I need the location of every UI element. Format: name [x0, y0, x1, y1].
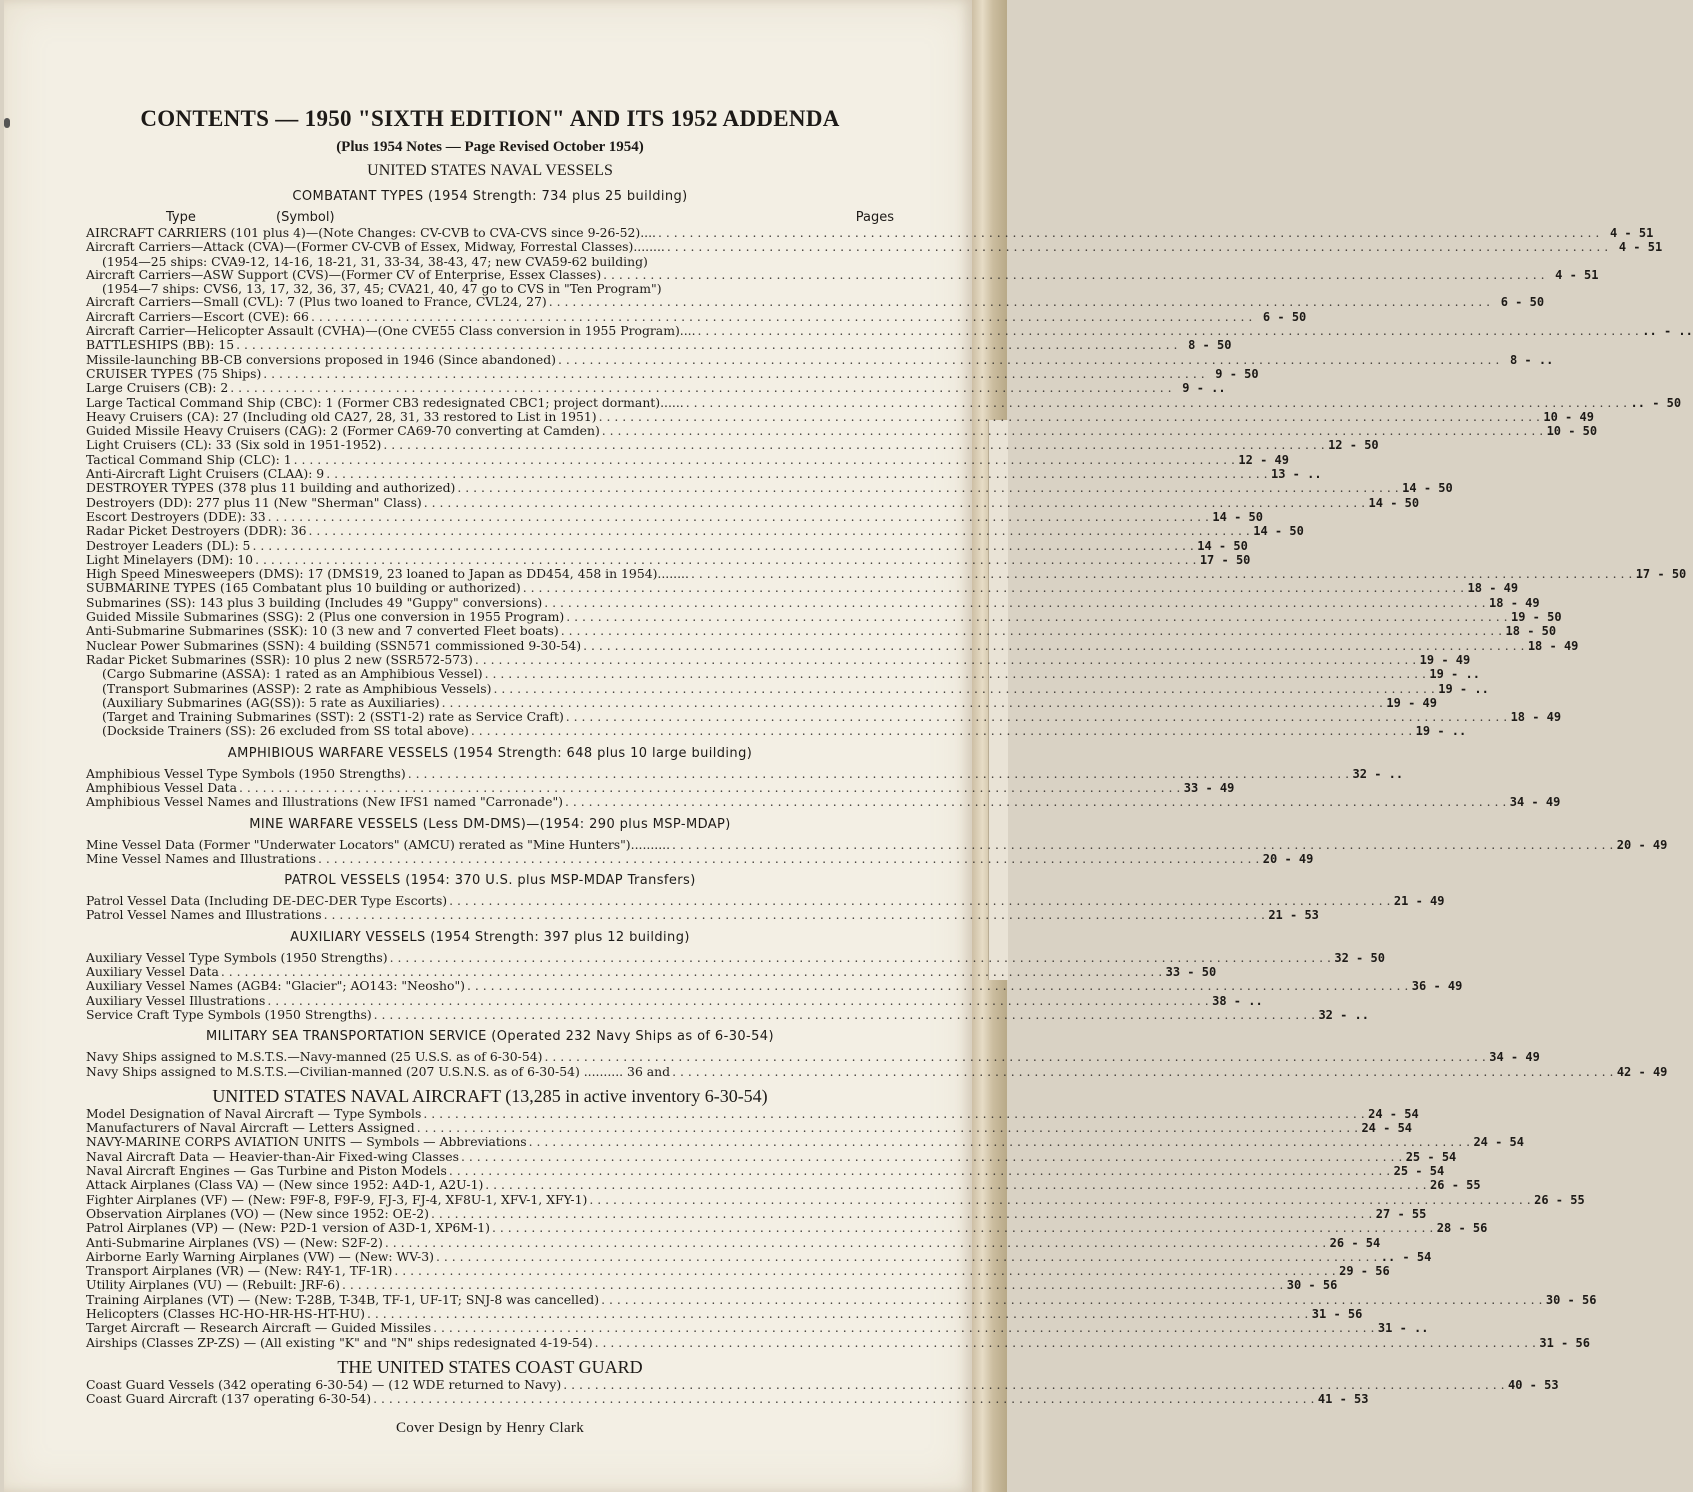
leader-dots [467, 979, 1408, 992]
toc-entry [86, 580, 1519, 596]
toc-entry [86, 1191, 1585, 1207]
toc-entry-pages: .. - .. [1642, 324, 1693, 339]
toc-entry-pages: 26 - 55 [1430, 1178, 1481, 1193]
toc-entry-label: Navy Ships assigned to M.S.T.S.—Navy-manned (25 U.S.S. as of 6-30-54) [86, 1049, 543, 1065]
toc-entry-pages: 4 - 51 [1555, 267, 1599, 282]
toc-entry-pages: 9 - 50 [1215, 366, 1259, 381]
column-headers [86, 210, 894, 226]
leader-dots [544, 596, 1485, 609]
toc-entry-label: Auxiliary Vessel Illustrations [86, 992, 266, 1008]
toc-entry [86, 978, 1463, 994]
auxiliary-list [86, 949, 1463, 1022]
toc-entry-label: Aircraft Carriers—Attack (CVA)—(Former CV-CVB of Essex, Midway, Forrestal Classes)........ [86, 239, 665, 255]
toc-entry-label: NAVY-MARINE CORPS AVIATION UNITS — Symbols — Abbreviations [86, 1134, 527, 1150]
leader-dots [529, 1135, 1470, 1148]
toc-entry-label: (Target and Training Submarines (SST): 2 (SST1-2) rate as Service Craft) [102, 709, 564, 725]
toc-entry-label: (1954—25 ships: CVA9-12, 14-16, 18-21, 31, 33-34, 38-43, 47; new CVA59-62 building) [102, 253, 648, 269]
leader-dots [589, 1193, 1530, 1206]
toc-entry-pages: 21 - 53 [1268, 908, 1319, 923]
toc-entry-label: Aircraft Carrier—Helicopter Assault (CVHA)—(One CVE55 Class conversion in 1955 Program).... [86, 323, 696, 339]
leader-dots [373, 1392, 1314, 1405]
toc-entry-label: SUBMARINE TYPES (165 Combatant plus 10 building or authorized) [86, 580, 521, 596]
leader-dots [311, 310, 1252, 323]
amphibious-list [86, 765, 1561, 810]
toc-entry-pages: 31 - 56 [1539, 1335, 1590, 1350]
toc-entry-pages: 18 - 49 [1510, 710, 1562, 725]
toc-entry-label: Amphibious Vessel Names and Illustrations (New IFS1 named "Carronade") [86, 794, 563, 810]
toc-entry-label: Auxiliary Vessel Type Symbols (1950 Strengths) [86, 949, 388, 965]
leader-dots [374, 1008, 1315, 1021]
leader-dots [558, 353, 1499, 366]
leader-dots [583, 639, 1524, 652]
leader-dots [252, 539, 1193, 552]
toc-entry [86, 1248, 1432, 1264]
leader-dots [672, 1065, 1613, 1078]
toc-entry-pages: 32 - .. [1318, 1007, 1370, 1022]
toc-entry-label: Aircraft Carriers—ASW Support (CVS)—(Former CV of Enterprise, Essex Classes) [86, 266, 602, 282]
leader-dots [595, 1336, 1536, 1349]
coastguard-header: THE UNITED STATES COAST GUARD [337, 1356, 643, 1377]
mine-list [86, 836, 1668, 867]
msts-list [86, 1049, 1668, 1079]
toc-entry [86, 308, 1307, 324]
toc-entry-pages: 19 - 50 [1510, 610, 1562, 625]
toc-entry [86, 1006, 1370, 1022]
patrol-list [86, 893, 1445, 923]
toc-entry-label: Radar Picket Submarines (SSR): 10 plus 2 new (SSR572-573) [86, 651, 473, 667]
toc-entry-label: Anti-Aircraft Light Cruisers (CLAA): 9 [86, 466, 325, 482]
toc-entry-label: (Auxiliary Submarines (AG(SS)): 5 rate as Auxiliaries) [102, 694, 440, 710]
leader-dots [691, 567, 1632, 580]
toc-entry-pages: 20 - 49 [1616, 837, 1668, 852]
coastguard-list [86, 1376, 1559, 1407]
toc-entry-pages: 4 - 51 [1618, 240, 1663, 255]
patrol-header: PATROL VESSELS (1954: 370 U.S. plus MSP-MDAP Transfers) [284, 873, 696, 889]
toc-entry-pages: 19 - .. [1429, 667, 1480, 682]
toc-entry [86, 1263, 1390, 1279]
toc-entry-pages: 9 - .. [1182, 381, 1226, 396]
toc-entry [86, 523, 1304, 539]
toc-entry-pages: 14 - 50 [1212, 509, 1263, 524]
msts-header: MILITARY SEA TRANSPORTATION SERVICE (Operated 232 Navy Ships as of 6-30-54) [206, 1029, 774, 1045]
toc-entry-pages: 38 - .. [1212, 993, 1263, 1008]
combatant-header: COMBATANT TYPES (1954 Strength: 734 plus 25 building) [292, 189, 688, 204]
toc-entry [86, 680, 1489, 696]
toc-entry-pages: 14 - 50 [1402, 481, 1453, 496]
toc-entry [86, 1063, 1668, 1079]
toc-entry-label: Tactical Command Ship (CLC): 1 [86, 451, 292, 467]
toc-entry [86, 765, 1404, 781]
toc-entry-pages: .. - 54 [1380, 1249, 1432, 1264]
toc-entry-label: Auxiliary Vessel Data [86, 964, 219, 980]
toc-entry [86, 992, 1263, 1008]
toc-entry [86, 1177, 1481, 1193]
leader-dots [492, 1221, 1433, 1234]
toc-entry [86, 794, 1561, 810]
toc-entry [86, 666, 1480, 682]
toc-entry [86, 709, 1562, 725]
toc-entry-label: Amphibious Vessel Data [86, 779, 237, 795]
binding-hole [4, 118, 10, 128]
toc-entry [86, 1334, 1590, 1350]
toc-entry-label: (Dockside Trainers (SS): 26 excluded from SS total above) [102, 723, 469, 739]
toc-entry-label: Missile-launching BB-CB conversions proposed in 1946 (Since abandoned) [86, 351, 556, 367]
toc-entry-pages: 12 - 49 [1238, 452, 1289, 467]
toc-entry-label: Helicopters (Classes HC-HO-HR-HS-HT-HU) [86, 1306, 366, 1321]
toc-entry [86, 351, 1554, 367]
toc-entry-label: Observation Airplanes (VO) — (New since 1952: OE-2) [86, 1205, 430, 1221]
toc-entry-pages: 14 - 50 [1368, 495, 1420, 510]
auxiliary-header: AUXILIARY VESSELS (1954 Strength: 397 plus 12 building) [290, 929, 690, 945]
toc-entry-pages: 24 - 54 [1361, 1121, 1413, 1136]
toc-entry-label: Patrol Vessel Names and Illustrations [86, 907, 322, 923]
leader-dots [667, 240, 1608, 253]
leader-dots [308, 524, 1249, 537]
leader-dots [255, 553, 1196, 566]
leader-dots [461, 1150, 1402, 1163]
leader-dots [390, 951, 1331, 964]
toc-entry [86, 1049, 1540, 1065]
leader-dots [561, 624, 1502, 637]
leader-dots [672, 838, 1613, 851]
toc-entry [86, 623, 1557, 639]
leader-dots [236, 338, 1177, 351]
toc-entry-pages: 14 - 50 [1197, 538, 1248, 553]
toc-entry-label: Naval Aircraft Engines — Gas Turbine and Piston Models [86, 1163, 447, 1179]
toc-entry [86, 466, 1322, 482]
leader-dots [565, 795, 1506, 808]
toc-entry-label: Aircraft Carriers—Small (CVL): 7 (Plus two loaned to France, CVL24, 27) [86, 294, 547, 310]
toc-entry-pages: 41 - 53 [1317, 1392, 1369, 1407]
toc-entry-label: Heavy Cruisers (CA): 27 (Including old CA27, 28, 31, 33 restored to List in 1951) [86, 408, 597, 424]
toc-entry-label: Guided Missile Heavy Cruisers (CAG): 2 (Former CA69-70 converting at Camden) [86, 423, 600, 439]
toc-entry [86, 1205, 1427, 1221]
toc-entry-label: Model Designation of Naval Aircraft — Type Symbols [86, 1105, 422, 1121]
leader-dots [326, 467, 1267, 480]
leader-dots [239, 781, 1180, 794]
toc-entry-pages: 33 - 49 [1183, 780, 1235, 795]
toc-entry-label: Mine Vessel Data (Former "Underwater Locators" (AMCU) rerated as "Mine Hunters").......... [86, 836, 671, 852]
toc-entry-pages: 19 - .. [1415, 724, 1467, 739]
toc-entry-pages: 30 - 56 [1545, 1292, 1597, 1307]
leader-dots [383, 438, 1324, 451]
vessels-title: UNITED STATES NAVAL VESSELS [367, 162, 613, 179]
leader-dots [267, 994, 1208, 1007]
toc-entry [86, 1120, 1413, 1136]
toc-entry [86, 1376, 1559, 1392]
toc-entry-pages: 30 - 56 [1286, 1278, 1338, 1293]
toc-entry-pages: 32 - 50 [1334, 950, 1385, 965]
leader-dots [367, 1307, 1308, 1320]
toc-entry [86, 323, 1693, 339]
page-title: CONTENTS — 1950 "SIXTH EDITION" AND ITS 1952 ADDENDA [140, 106, 840, 131]
toc-entry-label: Aircraft Carriers—Escort (CVE): 66 [86, 308, 309, 324]
toc-entry-label: Auxiliary Vessel Names (AGB4: "Glacier"; AO143: "Neosho") [86, 978, 465, 994]
toc-entry [86, 836, 1668, 852]
toc-entry [86, 1306, 1363, 1321]
leader-dots [442, 696, 1383, 709]
toc-entry [86, 494, 1420, 510]
toc-entry-label: Utility Airplanes (VU) — (Rebuilt: JRF-6) [86, 1277, 340, 1293]
leader-dots [268, 510, 1209, 523]
leader-dots [449, 894, 1390, 907]
toc-entry [86, 609, 1562, 625]
toc-entry [86, 594, 1540, 610]
toc-entry-pages: 31 - 56 [1311, 1307, 1363, 1321]
toc-entry-label: Patrol Vessel Data (Including DE-DEC-DER Type Escorts) [86, 893, 448, 909]
leader-dots [493, 682, 1434, 695]
leader-dots [324, 908, 1265, 921]
toc-entry-pages: 18 - 50 [1505, 624, 1557, 639]
toc-entry [86, 850, 1314, 866]
toc-entry-label: (Cargo Submarine (ASSA): 1 rated as an Amphibious Vessel) [102, 666, 483, 682]
toc-entry-label: (Transport Submarines (ASSP): 2 rate as Amphibious Vessels) [102, 680, 492, 696]
leader-dots [471, 724, 1412, 737]
leader-dots [549, 295, 1490, 308]
aircraft-header: UNITED STATES NAVAL AIRCRAFT (13,285 in active inventory 6-30-54) [212, 1085, 768, 1106]
leader-dots [457, 481, 1398, 494]
toc-entry [86, 1163, 1445, 1179]
leader-dots [424, 496, 1365, 509]
leader-dots [566, 610, 1507, 623]
toc-entry [86, 779, 1235, 795]
toc-entry [86, 337, 1232, 353]
toc-entry-label: AIRCRAFT CARRIERS (101 plus 4)—(Note Changes: CV-CVB to CVA-CVS since 9-26-52).... [86, 225, 656, 240]
toc-entry-pages: 26 - 55 [1534, 1192, 1585, 1207]
toc-entry-pages: 8 - .. [1509, 352, 1554, 367]
toc-entry-pages: 12 - 50 [1328, 438, 1379, 453]
toc-entry-pages: 31 - .. [1377, 1321, 1429, 1336]
toc-entry [86, 282, 894, 295]
toc-entry [86, 893, 1445, 909]
toc-entry [86, 1220, 1488, 1236]
toc-entry-label: Naval Aircraft Data — Heavier-than-Air Fixed-wing Classes [86, 1148, 459, 1164]
toc-entry-pages: 10 - 49 [1543, 409, 1594, 424]
leader-dots [342, 1278, 1283, 1291]
toc-entry-label: Mine Vessel Names and Illustrations [86, 850, 317, 866]
toc-entry [86, 1134, 1525, 1150]
toc-entry-pages: 34 - 49 [1509, 795, 1561, 810]
toc-entry-pages: 21 - 49 [1393, 894, 1445, 909]
toc-entry-label: Attack Airplanes (Class VA) — (New since 1952: A4D-1, A2U-1) [86, 1177, 484, 1193]
toc-entry [86, 380, 1226, 396]
leader-dots [485, 1178, 1426, 1191]
toc-entry-label: Anti-Submarine Submarines (SSK): 10 (3 new and 7 converted Fleet boats) [86, 623, 559, 639]
toc-entry-label: Large Tactical Command Ship (CBC): 1 (Former CB3 redesignated CBC1; project dormant)...... [86, 394, 684, 410]
toc-entry [86, 294, 1545, 310]
toc-entry-pages: 19 - .. [1438, 681, 1489, 696]
leader-dots [599, 410, 1540, 423]
toc-entry-label: Guided Missile Submarines (SSG): 2 (Plus one conversion in 1955 Program) [86, 609, 565, 625]
leader-dots [566, 710, 1507, 723]
toc-entry [86, 1148, 1457, 1164]
toc-entry-label: Airships (Classes ZP-ZS) — (All existing "K" and "N" ships redesignated 4-19-54) [86, 1334, 593, 1350]
toc-entry-label: Anti-Submarine Airplanes (VS) — (New: S2F-2) [86, 1234, 383, 1250]
toc-entry-label: Submarines (SS): 143 plus 3 building (Includes 49 "Guppy" conversions) [86, 594, 543, 610]
toc-entry-pages: 6 - 50 [1262, 309, 1307, 324]
toc-entry-label: CRUISER TYPES (75 Ships) [86, 365, 262, 381]
toc-entry-label: DESTROYER TYPES (378 plus 11 building and authorized) [86, 480, 456, 496]
toc-entry-label: Service Craft Type Symbols (1950 Strengths) [86, 1006, 372, 1022]
leader-dots [394, 1264, 1335, 1277]
toc-entry-pages: 42 - 49 [1616, 1064, 1668, 1079]
toc-entry-pages: .. - 50 [1630, 395, 1682, 410]
toc-entry-pages: 10 - 50 [1546, 424, 1598, 439]
toc-entry-pages: 24 - 54 [1368, 1106, 1419, 1121]
leader-dots [698, 324, 1639, 337]
toc-entry-pages: 32 - .. [1352, 766, 1404, 781]
toc-entry [86, 651, 1471, 667]
toc-entry-label: Navy Ships assigned to M.S.T.S.—Civilian-manned (207 U.S.N.S. as of 6-30-54) .......... 36 and [86, 1063, 671, 1079]
toc-entry [86, 694, 1437, 710]
toc-entry-pages: 8 - 50 [1188, 338, 1232, 353]
toc-entry [86, 225, 1654, 240]
leader-dots [658, 226, 1599, 239]
toc-entry [86, 964, 1217, 980]
leader-dots [385, 1236, 1326, 1249]
leader-dots [408, 767, 1349, 780]
cover-credit: Cover Design by Henry Clark [395, 1420, 585, 1437]
toc-entry-pages: 6 - 50 [1500, 295, 1545, 310]
leader-dots [475, 653, 1416, 666]
toc-entry [86, 551, 1251, 567]
toc-entry [86, 1234, 1381, 1250]
toc-entry-label: Destroyer Leaders (DL): 5 [86, 537, 251, 553]
toc-entry [86, 1291, 1597, 1307]
toc-entry [86, 451, 1289, 467]
toc-entry-pages: 29 - 56 [1339, 1264, 1390, 1279]
toc-entry-pages: 18 - 49 [1489, 595, 1540, 610]
leader-dots [563, 1378, 1504, 1391]
aircraft-list [86, 1105, 1597, 1350]
toc-entry-pages: 25 - 54 [1393, 1164, 1445, 1179]
toc-entry [86, 1391, 1369, 1407]
leader-dots [221, 965, 1162, 978]
toc-entry-label: BATTLESHIPS (BB): 15 [86, 337, 235, 353]
toc-entry-label: Destroyers (DD): 277 plus 11 (New "Sherman" Class) [86, 494, 422, 510]
toc-entry-pages: 19 - 49 [1419, 652, 1471, 667]
toc-entry [86, 723, 1467, 739]
toc-entry-label: Light Cruisers (CL): 33 (Six sold in 1951-1952) [86, 437, 382, 453]
col-type: Type [166, 210, 196, 225]
toc-entry-pages: 14 - 50 [1253, 524, 1304, 539]
leader-dots [544, 1050, 1485, 1063]
toc-entry-pages: 26 - 54 [1329, 1235, 1381, 1250]
toc-entry-pages: 27 - 55 [1375, 1206, 1427, 1221]
toc-entry-label: Transport Airplanes (VR) — (New: R4Y-1, TF-1R) [86, 1263, 393, 1279]
amphibious-header: AMPHIBIOUS WARFARE VESSELS (1954 Strength: 648 plus 10 large building) [227, 745, 753, 761]
toc-entry [86, 949, 1385, 965]
contents [86, 104, 1693, 1437]
toc-entry-label: Training Airplanes (VT) — (New: T-28B, T-34B, TF-1, UF-1T; SNJ-8 was cancelled) [86, 1291, 600, 1307]
leader-dots [417, 1121, 1358, 1134]
toc-entry [86, 239, 1663, 255]
toc-entry-label: Coast Guard Vessels (342 operating 6-30-54) — (12 WDE returned to Navy) [86, 1376, 562, 1392]
toc-entry-pages: 18 - 49 [1467, 581, 1519, 596]
toc-entry-pages: 4 - 51 [1609, 226, 1654, 240]
toc-entry [86, 1320, 1429, 1336]
toc-entry [86, 637, 1579, 653]
combatant-list [86, 225, 1693, 739]
toc-entry [86, 480, 1453, 496]
leader-dots [523, 581, 1464, 594]
toc-entry-label: (1954—7 ships: CVS6, 13, 17, 32, 36, 37, 45; CVA21, 40, 47 go to CVS in "Ten Program") [102, 281, 662, 297]
toc-entry [86, 437, 1379, 453]
toc-entry-pages: 34 - 49 [1489, 1050, 1540, 1065]
toc-entry-label: Fighter Airplanes (VF) — (New: F9F-8, F9F-9, FJ-3, FJ-4, XF8U-1, XFV-1, XFY-1) [86, 1191, 588, 1207]
toc-entry-label: Light Minelayers (DM): 10 [86, 551, 254, 567]
toc-entry-pages: 13 - .. [1270, 467, 1322, 482]
leader-dots [449, 1164, 1390, 1177]
toc-entry [86, 508, 1263, 524]
toc-entry [86, 1277, 1338, 1293]
mine-header: MINE WARFARE VESSELS (Less DM-DMS)—(1954: 290 plus MSP-MDAP) [249, 816, 731, 832]
leader-dots [433, 1321, 1374, 1334]
toc-entry-pages: 18 - 49 [1527, 638, 1579, 653]
leader-dots [230, 381, 1171, 394]
toc-entry-pages: 17 - 50 [1635, 567, 1687, 582]
toc-entry-pages: 24 - 54 [1473, 1135, 1525, 1150]
leader-dots [423, 1107, 1364, 1120]
leader-dots [485, 667, 1426, 680]
page-subtitle: (Plus 1954 Notes — Page Revised October 1954) [336, 139, 644, 155]
toc-entry [86, 537, 1248, 553]
toc-entry-label: Patrol Airplanes (VP) — (New: P2D-1 version of A3D-1, XP6M-1) [86, 1220, 491, 1236]
toc-entry [86, 394, 1682, 410]
toc-entry-label: Escort Destroyers (DDE): 33 [86, 508, 266, 524]
toc-entry [86, 1105, 1419, 1121]
toc-entry [86, 365, 1259, 381]
toc-entry-label: Manufacturers of Naval Aircraft — Letters Assigned [86, 1120, 415, 1136]
leader-dots [601, 1293, 1542, 1306]
toc-entry-pages: 20 - 49 [1262, 851, 1314, 866]
leader-dots [318, 852, 1259, 865]
toc-entry-label: Target Aircraft — Research Aircraft — Guided Missiles [86, 1320, 432, 1336]
leader-dots [602, 424, 1543, 437]
leader-dots [431, 1207, 1372, 1220]
leader-dots [686, 396, 1627, 409]
toc-entry [86, 423, 1598, 439]
toc-entry-pages: 17 - 50 [1199, 552, 1251, 567]
toc-entry-pages: 19 - 49 [1386, 695, 1437, 710]
toc-entry [86, 255, 894, 268]
leader-dots [436, 1250, 1377, 1263]
leader-dots [294, 453, 1235, 466]
toc-entry-label: High Speed Minesweepers (DMS): 17 (DMS19, 23 loaned to Japan as DD454, 458 in 1954)........ [86, 566, 689, 582]
toc-entry-label: Coast Guard Aircraft (137 operating 6-30-54) [86, 1391, 372, 1407]
leader-dots [263, 367, 1204, 380]
col-symbol: (Symbol) [276, 210, 335, 225]
toc-entry-label: Large Cruisers (CB): 2 [86, 380, 229, 396]
toc-entry-label: Amphibious Vessel Type Symbols (1950 Strengths) [86, 765, 406, 781]
toc-entry-label: Radar Picket Destroyers (DDR): 36 [86, 523, 307, 539]
toc-entry [86, 408, 1594, 424]
toc-entry [86, 907, 1319, 923]
toc-entry [86, 566, 1687, 582]
toc-entry-pages: 25 - 54 [1405, 1149, 1457, 1164]
col-pages: Pages [855, 210, 894, 225]
toc-entry-pages: 40 - 53 [1507, 1377, 1559, 1392]
toc-entry-label: Nuclear Power Submarines (SSN): 4 building (SSN571 commissioned 9-30-54) [86, 637, 582, 653]
toc-entry-pages: 36 - 49 [1411, 979, 1463, 994]
toc-entry-pages: 28 - 56 [1436, 1221, 1488, 1236]
toc-entry [86, 266, 1599, 282]
toc-entry-label: Airborne Early Warning Airplanes (VW) — (New: WV-3) [86, 1248, 434, 1264]
leader-dots [603, 268, 1544, 281]
toc-entry-pages: 33 - 50 [1165, 965, 1217, 980]
